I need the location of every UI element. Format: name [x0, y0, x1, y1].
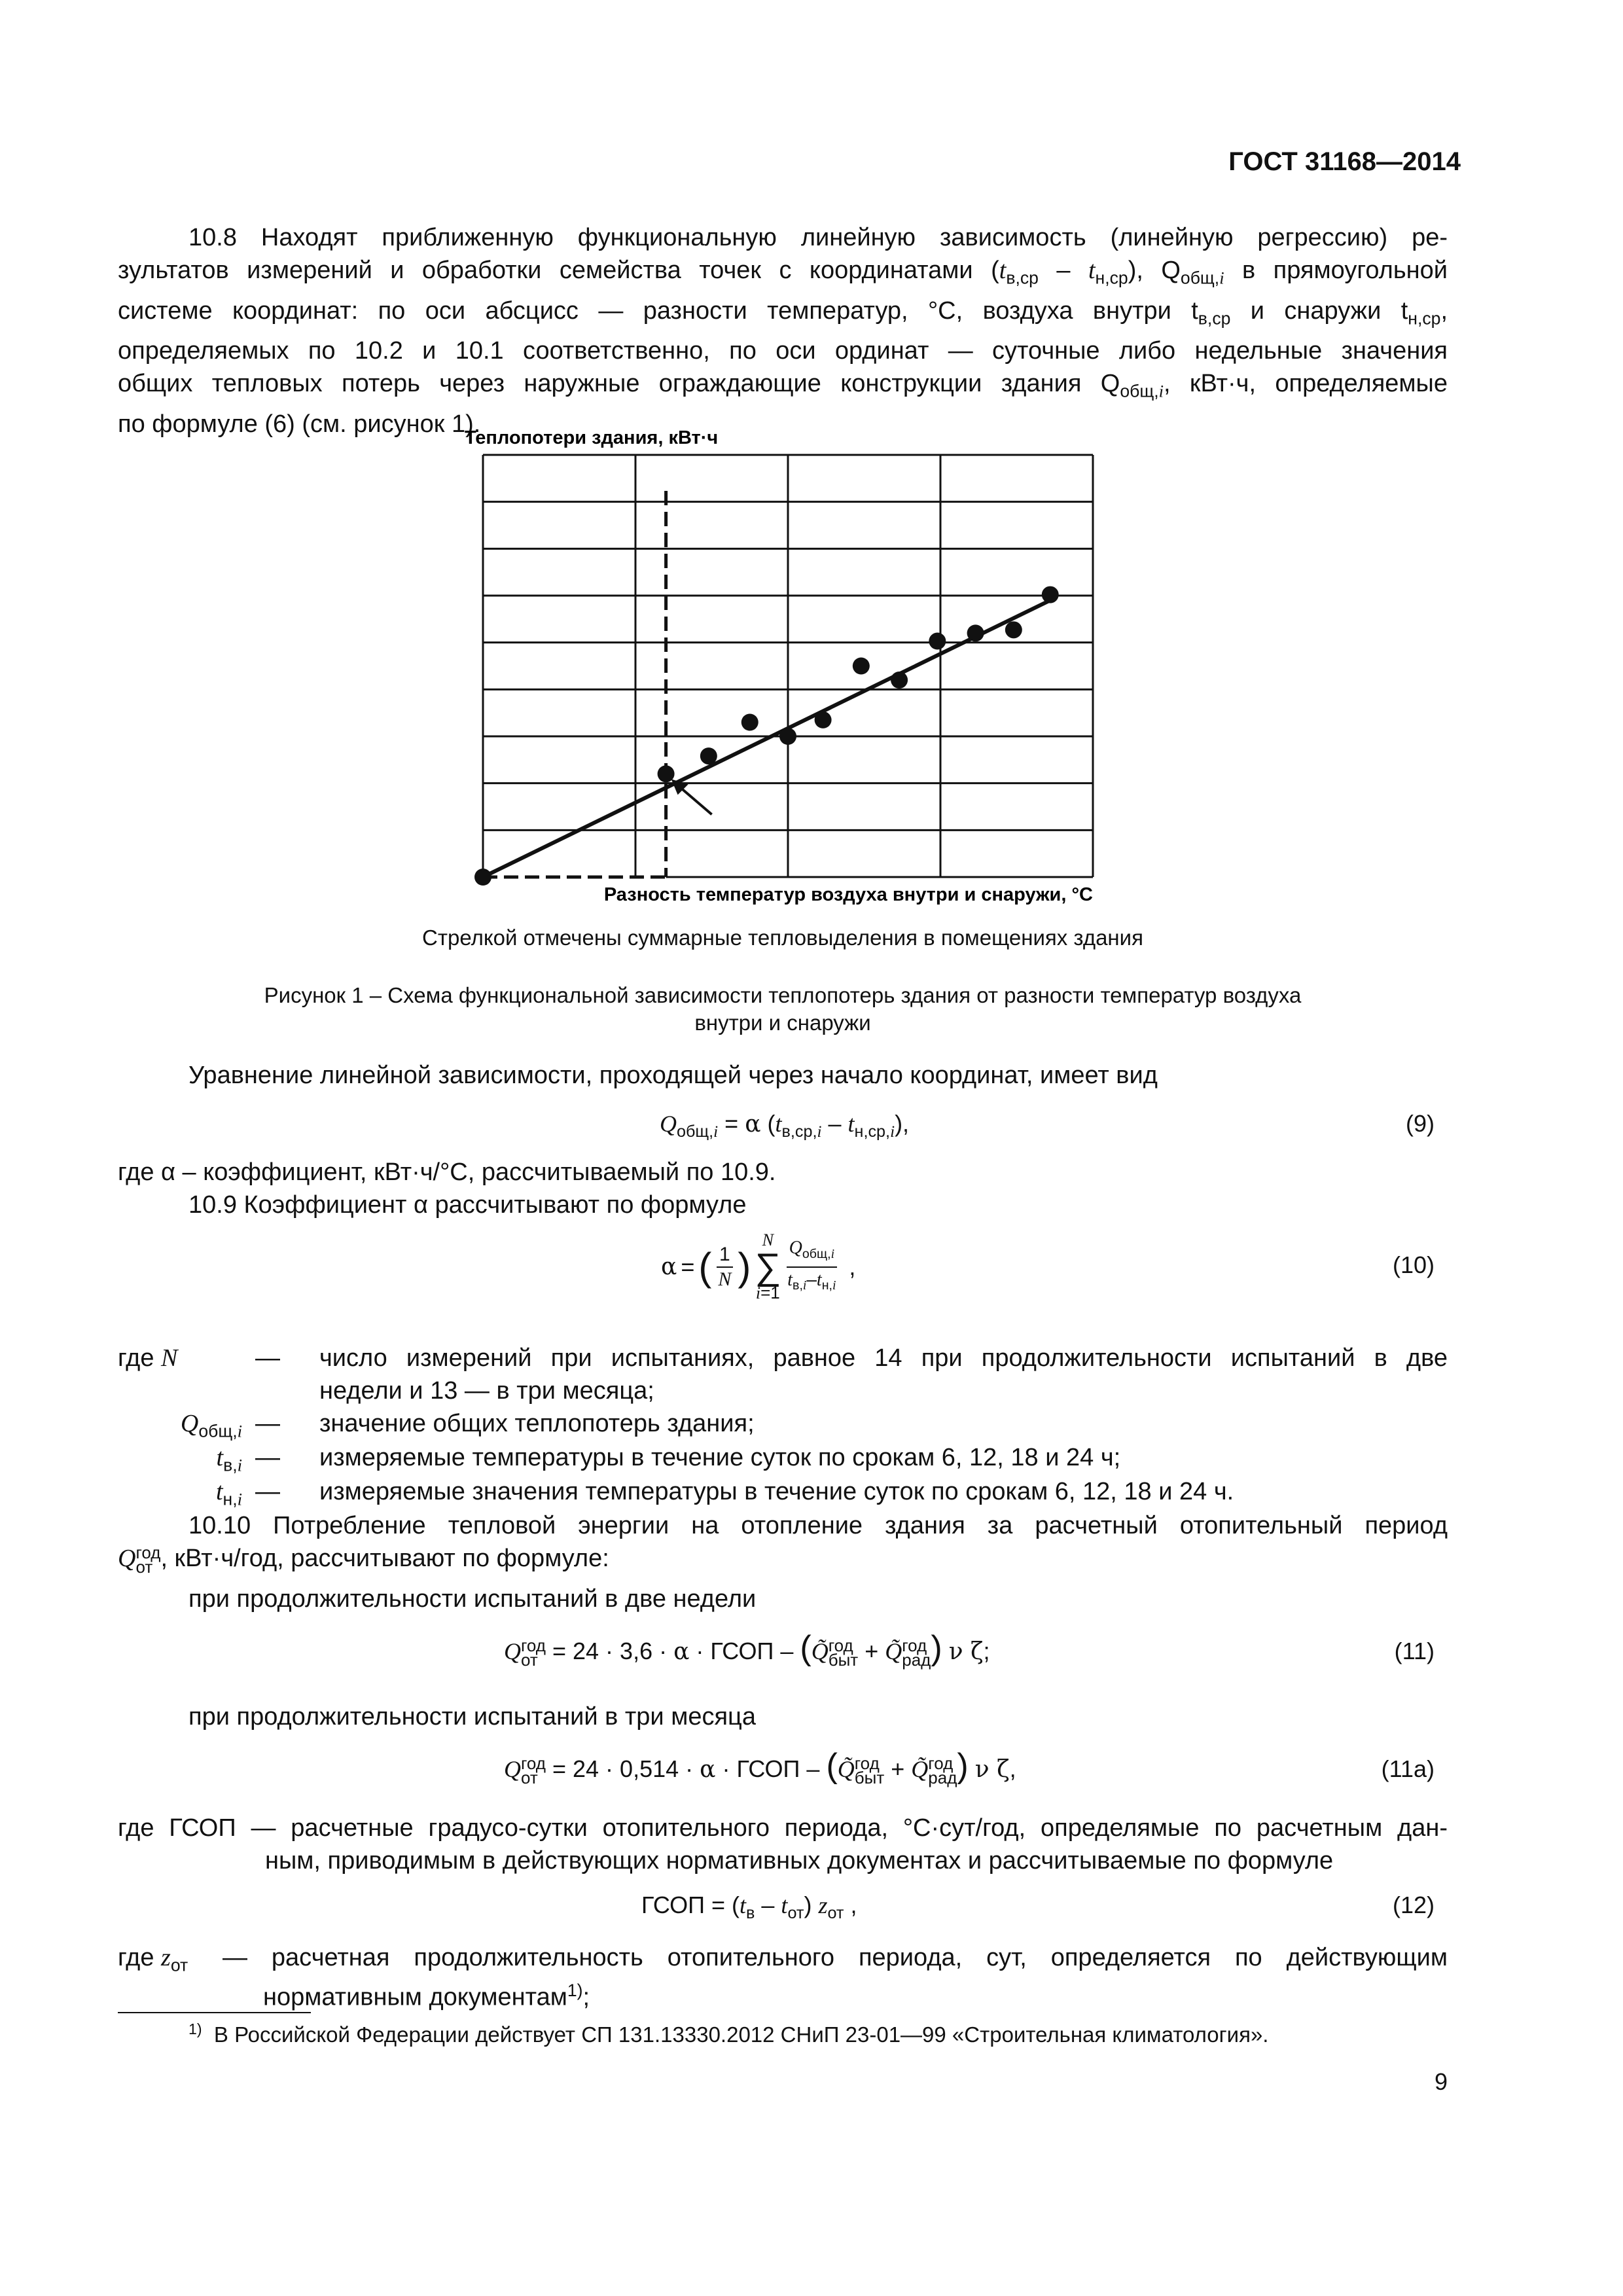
p108-line5: общих тепловых потерь через наружные ограждающие конструкции здания $Q_{общ,i}$, кВт·ч, определяемые	[118, 370, 1448, 401]
gsop-def-line1: где ГСОП — расчетные градусо-сутки отопительного периода, °С·сут/год, определямые по расчетным дан-	[118, 1814, 1448, 1842]
def-tn-text: измеряемые значения температуры в течение суток по срокам 6, 12, 18 и 24 ч.	[319, 1478, 1234, 1505]
data-point	[741, 714, 758, 731]
two-weeks-label: при продолжительности испытаний в две недели	[188, 1585, 757, 1613]
gsop-definition	[118, 1812, 1448, 1877]
eq9-intro: Уравнение линейной зависимости, проходящей через начало координат, имеет вид	[188, 1062, 1158, 1089]
def-tn-dash: —	[255, 1478, 280, 1505]
chart-x-axis-label: Разность температур воздуха внутри и снаружи, °С	[603, 884, 1093, 905]
def-n-label: где N	[118, 1344, 178, 1372]
paragraph-10-10	[118, 1509, 1448, 1575]
def-tv-dash: —	[255, 1444, 280, 1471]
equation-9-number: (9)	[1406, 1110, 1435, 1137]
equation-11a-number: (11а)	[1381, 1755, 1435, 1782]
equation-12-number: (12)	[1392, 1892, 1435, 1918]
p1010-line2: Q год от , кВт·ч/год, рассчитывают по формуле:	[118, 1542, 609, 1577]
def-tn-label: $t_{н,i}$	[215, 1478, 242, 1509]
equation-9: $Q_{общ,i} = \alpha$ $(t_{в,ср,i} - t_{н,ср,i})$,	[660, 1110, 910, 1141]
p108-line4: определяемых по 10.2 и 10.1 соответственно, по оси ординат — суточные либо недельные значения	[118, 337, 1448, 365]
figure-caption-line2: внутри и снаружи	[694, 1011, 871, 1035]
p108-line2: зультатов измерений и обработки семейства точек с координатами $(t_{в,ср} - t_{н,ср})$, $Q_{общ,i}$ в прямоугольной	[118, 257, 1448, 288]
def-tv-label: $t_{в,i}$	[216, 1444, 242, 1475]
def-qobsh-text: значение общих теплопотерь здания;	[319, 1410, 755, 1437]
page-number: 9	[1434, 2068, 1448, 2095]
paragraph-10-8	[118, 221, 1448, 440]
def-tv-text: измеряемые температуры в течение суток по срокам 6, 12, 18 и 24 ч;	[319, 1444, 1121, 1471]
p108-line1: 10.8 Находят приближенную функциональную линейную зависимость (линейную регрессию) ре-	[188, 224, 1448, 251]
def-n-text-line1: число измерений при испытаниях, равное 14 при продолжительности испытаний в две	[319, 1344, 1448, 1372]
zot-label: где $z_{от}$	[118, 1944, 188, 1975]
equation-11-number: (11)	[1394, 1638, 1435, 1664]
p1010-line1: 10.10 Потребление тепловой энергии на отопление здания за расчетный отопительный период	[188, 1512, 1448, 1539]
equation-10-number: (10)	[1392, 1251, 1435, 1278]
data-point	[700, 747, 717, 764]
alpha-definition: где α – коэффициент, кВт·ч/°С, рассчитываемый по 10.9.	[118, 1158, 776, 1186]
data-point	[779, 728, 796, 745]
data-point	[891, 672, 908, 689]
figure-1-chart	[452, 419, 1171, 916]
def-qobsh-label: $Q_{общ,i}$	[180, 1410, 242, 1441]
figure-caption	[118, 982, 1448, 1037]
data-point	[1042, 586, 1059, 603]
figure-note: Стрелкой отмечены суммарные тепловыделения в помещениях здания	[422, 925, 1143, 950]
chart-y-axis-label: Теплопотери здания, кВт·ч	[465, 427, 719, 448]
gsop-def-line2: ным, приводимым в действующих нормативных документах и рассчитываемые по формуле	[265, 1847, 1334, 1874]
equation-11a: Q год от = 24 · 0,514 · α · ГСОП – (Q̃ год быт + Q̃ год рад ) ν ζ,	[504, 1747, 1016, 1788]
def-n-text	[319, 1342, 1448, 1407]
data-point	[967, 624, 984, 641]
data-point	[929, 633, 946, 650]
three-months-label: при продолжительности испытаний в три месяца	[188, 1703, 756, 1731]
zot-def-line1: — расчетная продолжительность отопительного периода, сут, определяется по действующим	[223, 1944, 1448, 1971]
equation-11: Q год от = 24 · 3,6 · α · ГСОП – (Q̃ год быт + Q̃ год рад ) ν ζ;	[504, 1629, 990, 1670]
equation-12: ГСОП = $(t_в - t_{от})$ $z_{от}$ ,	[641, 1892, 857, 1923]
data-point	[815, 711, 832, 728]
data-point	[853, 658, 870, 675]
p108-line6: по формуле (6) (см. рисунок 1).	[118, 410, 481, 438]
zot-definition	[223, 1941, 1448, 2014]
footnote: $^{1)}$ В Российской Федерации действует СП 131.13330.2012 СНиП 23-01—99 «Строительная климатология».	[188, 2020, 1269, 2047]
def-n-dash: —	[255, 1344, 280, 1372]
equation-10: α = ( $\frac{1}{N}$ ) N ∑ i=1 $\frac{Q_{общ,i}}{t_{в,i}-t_{н,i}}$ ,	[661, 1230, 856, 1302]
origin-point	[474, 869, 491, 886]
p108-line3: системе координат: по оси абсцисс — разности температур, °С, воздуха внутри $t_{в,ср}$ и снаружи $t_{н,ср}$,	[118, 296, 1448, 329]
footnote-rule	[118, 2012, 311, 2013]
data-point	[1005, 621, 1022, 638]
document-header: ГОСТ 31168—2014	[1228, 147, 1461, 176]
def-n-text-line2: недели и 13 — в три месяца;	[319, 1377, 654, 1405]
def-qobsh-dash: —	[255, 1410, 280, 1437]
figure-caption-line1: Рисунок 1 – Схема функциональной зависимости теплопотерь здания от разности температур воздуха	[264, 983, 1302, 1007]
zot-def-line2: нормативным документам$^{1)}$;	[263, 1981, 590, 2011]
paragraph-10-9: 10.9 Коэффициент α рассчитывают по формуле	[188, 1191, 747, 1219]
